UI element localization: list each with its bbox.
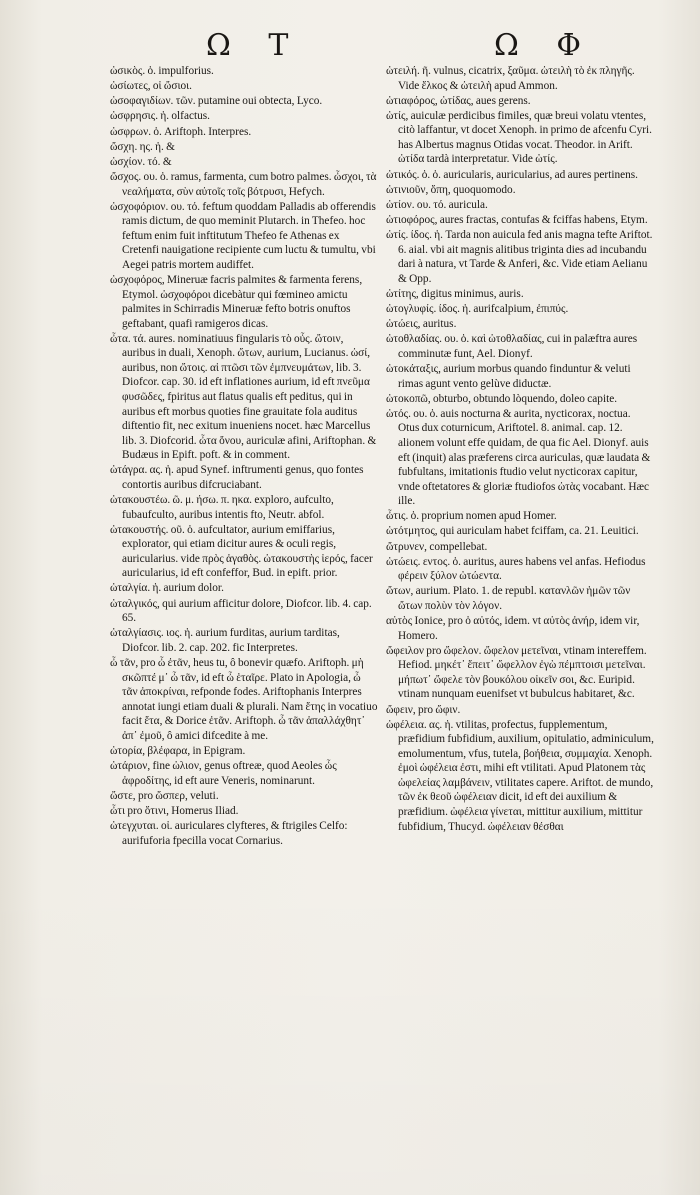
entry: ὤσχος. ου. ὁ. ramus, farmenta, cum botro palmes. ὦσχοι, τὰ νεαλήματα, σὺν αὐτοῖς τοῖς βότρυσι, Hefych.: [110, 170, 377, 198]
entry: ὠτότμητος, qui auriculam habet fciffam, ca. 21. Leuitici.: [386, 525, 639, 538]
entry: ὦτι pro ὅτινι, Homerus Iliad.: [110, 804, 239, 817]
entry: ὠτώεις. εντος. ὁ. auritus, aures habens vel anfas. Hefiodus φέρειν ξύλον ὠτώεντα.: [386, 555, 646, 583]
entry: ὠτοκοπῶ, obturbo, obtundo lòquendo, doleo capite.: [386, 392, 618, 405]
entry: ὠσχοφόρος, Mineruæ facris palmites & farmenta ferens, Etymol. ὠσχοφόροι dicebàtur qui fœmineo amictu palmites in Schirradis Mineruæ fefto botris onuftos geftabant, quafi ramigeros dicas.: [110, 274, 363, 330]
entry: ὠσχίον. τό. &: [110, 155, 172, 168]
entry: ὠτιαφόρος, ὠτίδας, aues gerens.: [386, 94, 531, 107]
entry: ὠτοθλαδίας. ου. ὁ. καὶ ὠτοθλαδίας, cui in palæftra aures comminutæ funt, Ael. Dionyf.: [386, 333, 638, 360]
entry: ὠτοκάταξις, aurium morbus quando finduntur & veluti rimas agunt vento gelùve diductæ.: [386, 363, 631, 390]
page-bottom-margin: [0, 865, 700, 1195]
entry: ὤτων, aurium. Plato. 1. de republ. κατανλῶν ἡμῶν τῶν ὤτων πολὺν τὸν λόγον.: [386, 585, 631, 612]
page-header: [0, 28, 700, 64]
entry: ὠσοφαγιδίων. τῶν. putamine oui obtecta, Lyco.: [110, 95, 323, 108]
entry: ὥστε, pro ὥσπερ, veluti.: [110, 789, 219, 802]
entry: ὦ τᾶν, pro ὦ ἐτᾶν, heus tu, ô bonevir quæfo. Ariftoph. μὴ σκῶπτέ μ᾽ ὦ τᾶν, id eft ὦ ἑταῖρε. Plato in Apologia, ὦ τᾶν ἀποκρίναι, refponde fodes. Ariftophanis Interpres annotat iungi etiam duali & plurali. Nam ἔτης in vocatiuo facit ἔτα, & Dorice ἐτᾶν. Ariftoph. ὦ τᾶν ἀπαλλάχθητ᾽ ἀπ᾽ ἐμοῦ, ô amici difcedite à me.: [110, 656, 378, 742]
entry: ὠταλγικός, qui aurium afficitur dolore, Diofcor. lib. 4. cap. 65.: [110, 597, 372, 625]
entry: ὠτίς, auiculæ perdicibus fimiles, quæ breui volatu vtentes, citò laffantur, vt docet Xenoph. in primo de afcenfu Cyri. has Albertus magnus Otidas vocat. Theodor. in Arift. ὠτίδα tardà interpretatur. Vide ὠτίς.: [386, 109, 652, 166]
entry: ὠσφρων. ὁ. Ariftoph. Interpres.: [110, 125, 252, 138]
entry: ὠτεγχυται. οἱ. auriculares clyfteres, & ftrigiles Celfo: aurifuforia fpecilla vocat Cornarius.: [110, 819, 348, 847]
entry: ὠτίτης, digitus minimus, auris.: [386, 287, 524, 300]
entry: αὐτὸς Ionice, pro ὁ αὐτός, idem. vt αὐτὸς ἀνήρ, idem vir, Homero.: [386, 615, 640, 642]
entry: ὠτώεις, auritus.: [386, 318, 457, 331]
header-right-letters: Ω Φ: [494, 28, 596, 63]
entry: ὠταλγία. ἡ. aurium dolor.: [110, 582, 224, 595]
entry: ὠτίς. ίδος. ἡ. Tarda non auicula fed anis magna tefte Ariftot. 6. aial. vbi ait magnis alitibus triginta dies ad incubandu dari à natura, vt Tarde & Anferi, &c. Vide etiam Aelianu & Opp.: [386, 229, 653, 285]
entry: ὠσικὸς. ὁ. impulforius.: [110, 65, 214, 77]
entry: ὠταλγίασις. ιος. ἡ. aurium furditas, aurium tarditas, Diofcor. lib. 2. cap. 202. fic Interpretes.: [110, 627, 340, 654]
entry: ὠτορία, βλέφαρα, in Epigram.: [110, 744, 246, 757]
entry: ὤφειλον pro ὤφελον. ὤφελον μετεῖναι, vtinam intereffem. Hefiod. μηκέτ᾽ ἔπειτ᾽ ὤφελλον ἐγὼ πέμπτοισι μετεῖναι. μήπωτ᾽ ὤφελε τὸν βουκόλου οἰκεῖν σοι, &c. Euripid. vtinam nunquam euenifset vt bubulcus habitaret, &c.: [386, 644, 647, 701]
entry: ὠτιοφόρος, aures fractas, contufas & fciffas habens, Etym.: [386, 214, 648, 227]
entry: ὠτογλυφίς. ίδος. ἡ. aurifcalpium, ἐπιπύς.: [386, 303, 569, 316]
entry: ὠτακουστής. οῦ. ὁ. aufcultator, aurium emiffarius, explorator, qui etiam dicitur aures & oculi regis, auricularius. vide πρὸς ἀγαθὸς. ὠτακουστὴς ἱερός, facer auricularius, id eft confeffor, Bud. in epift. prior.: [110, 523, 373, 580]
entry: ὠσίωτες, οἱ ὤσιοι.: [110, 80, 192, 93]
entry: ὠτειλή. ῆ. vulnus, cicatrix, ξαῦμα. ὠτειλὴ τὸ ἐκ πληγῆς. Vide ἕλκος & ὠτειλὴ apud Ammon.: [386, 65, 635, 92]
entry: ὤσχη. ης. ἡ. &: [110, 140, 175, 153]
entry: ὤφειν, pro ὤφιν.: [386, 703, 461, 716]
entry: ὠτακουστέω. ῶ. μ. ήσω. π. ηκα. exploro, aufculto, fubaufculto, auribus intentis fto, Neutr. abfol.: [110, 493, 334, 521]
entry: ὤτρυνεν, compellebat.: [386, 540, 488, 553]
entry: ὠσχοφόριον. ου. τό. feftum quoddam Palladis ab offerendis ramis dictum, de quo meminit Plutarch. in Thefeo. hoc feftum enim fuit inftitutum Thefeo fe Athenas ex Cretenfi nauigatione recipiente cum luctu & tumultu, vbi Aegei patris mortem audiffet.: [110, 200, 376, 271]
entry: ὠτάγρα. ας. ἡ. apud Synef. inftrumenti genus, quo fontes contortis auribus difcruciabant.: [110, 464, 364, 491]
entry: ὠτινιοῦν, ὅπη, quoquomodo.: [386, 183, 516, 196]
right-column: [386, 64, 654, 835]
entry: ὠτός. ου. ὁ. auis nocturna & aurita, nycticorax, noctua. Otus dux coturnicum, Ariftotel. 8. animal. cap. 12. alionem volunt effe quidam, de qua fic Ael. Dionyf. auis eft (inquit) alas præferens circa auriculas, quæ laudata & fubfultans, imitationis ftudio velut nycticorax capitur, vnde oftetatores & gloriæ ftudiofos ὠτὰς vocabant. Hæc ille.: [386, 407, 651, 508]
left-column: [110, 64, 378, 849]
entry: ὦτις. ὁ. proprium nomen apud Homer.: [386, 510, 557, 523]
entry: ὠφέλεια. ας. ἡ. vtilitas, profectus, fupplementum, præfidium fubfidium, auxilium, opitulatio, adminiculum, emolumentum, vfus, tutela, βοήθεια, συμμαχία. Xenoph. ἐμοὶ ὠφέλεια ἐστι, mihi eft vtilitati. Apud Platonem τὰς ὠφελείας λαμβάνειν, vtilitates capere. Ariftot. de mundo, τῶν ἐκ θεοῦ ὠφέλειαν dicit, id eft dei auxilium & præfidium. ὠφέλεια γίνεται, mittitur auxilium, mittitur fubfidium, Thucyd. ὠφέλειαν θέσθαι: [386, 718, 654, 833]
entry: ὠσφρησις. ἡ. olfactus.: [110, 110, 210, 123]
header-left-letters: Ω Τ: [206, 28, 303, 63]
entry: ὠτάριον, fine ὠλιον, genus oftreæ, quod Aeoles ὦς ἀφροδίτης, id eft aure Veneris, nominarunt.: [110, 759, 337, 787]
entry: ὠτικός. ὁ. ὁ. auricularis, auricularius, ad aures pertinens.: [386, 168, 638, 181]
entry: ὦτα. τά. aures. nominatiuus fingularis τὸ οὖς. ὤτοιν, auribus in duali, Xenoph. ὤτων, aurium, Lucianus. ὠσί, auribus, non ὤτοις. αἱ πτῶσι τῶν ἐμπνευμάτων, lib. 3. Diofcor. cap. 30. id eft inflationes aurium, id eft πνεῦμα φυσῶδες, fpiritus aut flatus qualis eft peditus, qui in auribus eft morbus quoties fine grauitate fola auditus diftentio fit, nec exitum inueniens nocet. hæc Marcellus lib. 3. Diofcorid. ὦτα ὄνου, auriculæ afini, Ariftophan. & Budæus in Epift. poft. & in comment.: [110, 332, 377, 462]
entry: ὠτίον. ου. τό. auricula.: [386, 198, 488, 211]
